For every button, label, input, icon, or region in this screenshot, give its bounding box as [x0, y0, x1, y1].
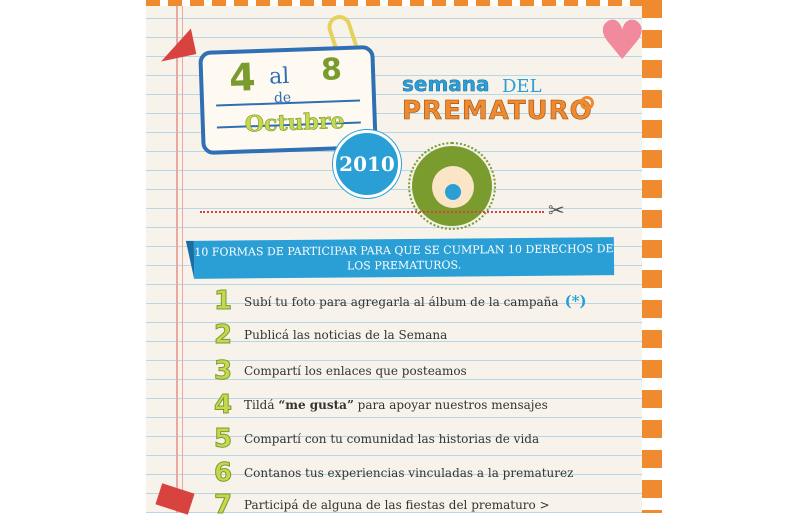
list-item[interactable] — [206, 490, 550, 520]
participation-banner: 10 FORMAS DE PARTICIPAR PARA QUE SE CUMPLAN 10 DERECHOS DE LOS PREMATUROS. — [194, 237, 614, 279]
date-start: 4 — [228, 55, 257, 101]
date-month: Octubre — [244, 108, 345, 138]
title-del: DEL — [502, 76, 542, 97]
item-number: 4 — [213, 390, 233, 420]
year-badge: 2010 — [333, 130, 401, 198]
item-number: 2 — [213, 320, 233, 350]
item-text-bold: “me gusta” — [278, 398, 354, 412]
baby-face — [432, 166, 474, 208]
list-item[interactable] — [206, 390, 548, 420]
right-border — [642, 0, 662, 513]
list-item[interactable] — [206, 320, 447, 350]
item-text: Compartí con tu comunidad las historias de vida — [244, 432, 540, 446]
item-text: Contanos tus experiencias vinculadas a la prematurez — [244, 466, 574, 480]
item-text[interactable]: Participá de alguna de las fiestas del prematuro > — [244, 498, 550, 512]
heart-icon: ♥ — [598, 9, 647, 72]
item-number: 5 — [213, 424, 233, 454]
item-text: Publicá las noticias de la Semana — [244, 328, 448, 342]
list-item[interactable] — [206, 356, 467, 386]
item-number: 7 — [213, 490, 233, 520]
top-border — [146, 0, 662, 6]
title-prematuro: PREMATURO — [402, 96, 593, 126]
asterisk-link[interactable]: (*) — [564, 292, 587, 310]
list-item[interactable] — [206, 458, 573, 488]
date-end: 8 — [320, 52, 343, 88]
baby-icon — [412, 146, 492, 226]
pacifier-icon — [445, 184, 461, 200]
item-number: 1 — [213, 286, 233, 316]
list-item[interactable] — [206, 286, 587, 316]
item-number: 6 — [213, 458, 233, 488]
item-text — [244, 398, 548, 412]
date-word: al — [268, 63, 290, 90]
item-number: 3 — [213, 356, 233, 386]
dotted-divider — [200, 211, 544, 213]
list-item[interactable] — [206, 424, 539, 454]
item-text-main: Subí tu foto para agregarla al álbum de la campaña — [244, 295, 559, 309]
item-text-before: Tildá — [244, 398, 279, 412]
sun-icon — [580, 96, 594, 110]
date-de: de — [273, 89, 292, 107]
item-text: Compartí los enlaces que posteamos — [244, 364, 467, 378]
item-text — [244, 292, 587, 310]
item-text-after: para apoyar nuestros mensajes — [353, 398, 548, 412]
scissors-icon: ✂ — [548, 198, 565, 222]
title-semana: semana — [402, 72, 490, 96]
